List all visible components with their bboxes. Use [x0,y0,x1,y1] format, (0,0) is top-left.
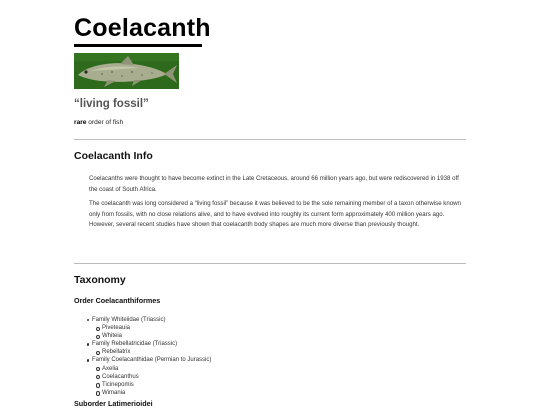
genus-item: Ticinepomis [102,381,211,389]
tagline: “living fossil” [74,98,149,110]
rarity-word: rare [74,119,87,126]
genus-item: Axelia [102,365,211,373]
genus-list [92,365,211,397]
coelacanth-fish-icon [74,53,179,89]
suborder-heading: Suborder Latimerioidei [74,399,153,408]
genus-item: Piveteauia [102,324,211,332]
rarity-description: order of fish [86,119,124,126]
family-item [92,340,211,356]
family-list [92,316,211,397]
page-title: Coelacanth [74,14,211,42]
family-item [92,356,211,396]
genus-item: Coelacanthus [102,373,211,381]
section-divider [74,263,466,264]
family-name: Family Whiteiidae (Triassic) [92,317,166,323]
genus-item: Whiteia [102,332,211,340]
title-underline [74,44,202,47]
info-paragraph: Coelacanths were thought to have become extinct in the Late Cretaceous, around 66 million years ago, but were rediscovered in 1938 off the coast of South Africa. [89,175,459,193]
family-item [92,316,211,340]
section-divider [74,139,466,140]
taxonomy-heading: Taxonomy [74,274,126,286]
family-name: Family Rebellatricidae (Triassic) [92,341,178,348]
genus-item: Rebellatrix [102,348,211,356]
info-heading: Coelacanth Info [74,150,153,162]
genus-item: Wimania [102,389,211,397]
info-paragraph: The coelacanth was long considered a “living fossil” because it was believed to be the sole remaining member of a taxon otherwise known only from fossils, with no close relations alive, and to have evolved into roughly its current form approximately 400 million years ago. However, several recent studies have shown that coelacanth body shapes are much more diverse than previously thought. [89,200,461,228]
rarity-line [74,119,123,126]
title-block [74,14,211,47]
genus-list [92,348,211,356]
family-name: Family Coelacanthidae (Permian to Jurassic) [92,357,212,364]
order-heading: Order Coelacanthiformes [74,296,161,305]
genus-list [92,324,211,340]
coelacanth-image [74,53,179,89]
